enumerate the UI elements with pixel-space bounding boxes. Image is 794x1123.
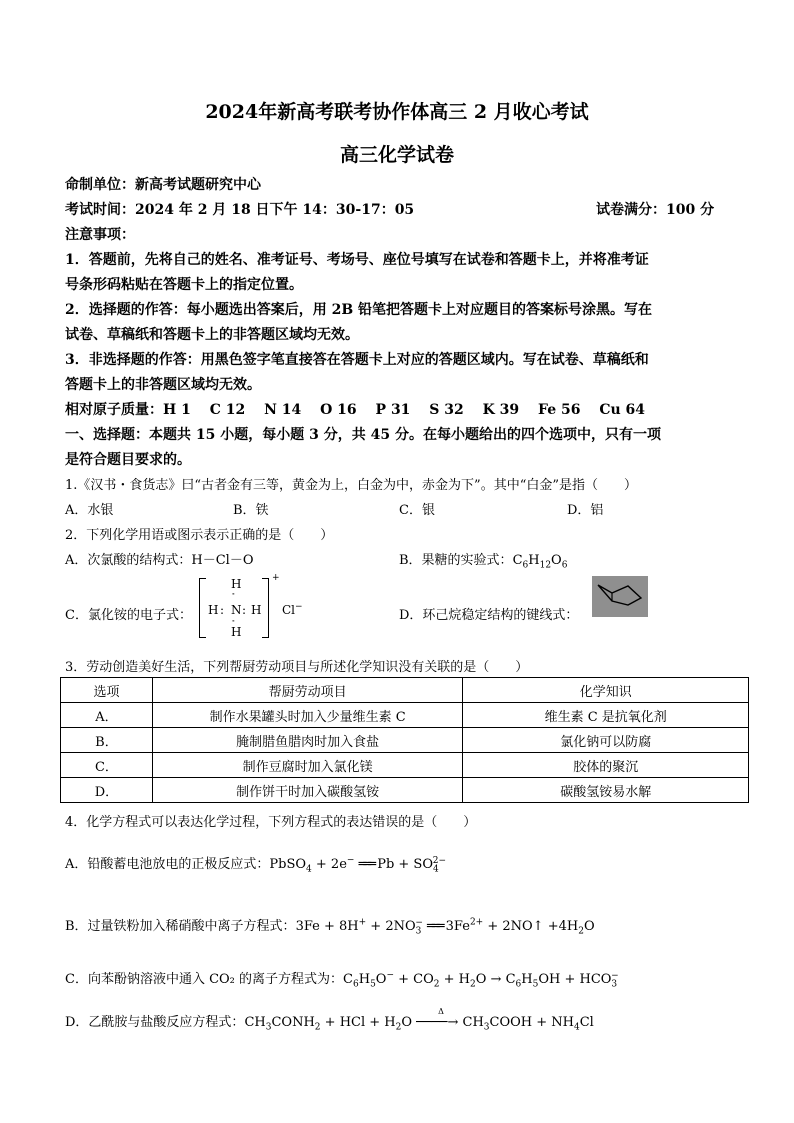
table-header-row (61, 678, 749, 703)
notes-title: 注意事项： (65, 227, 135, 243)
cation-charge: + (272, 573, 280, 583)
equation-b: $3Fe + 8H^+ + 2NO_3^-$ ═══ $3Fe^{2+}$ + 2NO↑ $+4H_2O$ (295, 917, 595, 937)
q1-option-d: D．铝 (567, 503, 604, 518)
row-labor-item: 制作豆腐时加入氯化镁 (152, 753, 463, 778)
q4-option-d (65, 1007, 594, 1033)
q4-option-b-label: B．过量铁粉加入稀硝酸中离子方程式： (65, 919, 296, 934)
right-bracket (262, 578, 269, 638)
q3-stem: 3．劳动创造美好生活，下列帮厨劳动项目与所述化学知识没有关联的是（ ） (65, 660, 529, 675)
h-atom-bottom: H (231, 625, 242, 639)
chloride-ion: Cl− (282, 602, 303, 617)
row-knowledge: 胶体的聚沉 (463, 753, 749, 778)
note-1-line-2: 号条形码粘贴在答题卡上的指定位置。 (65, 277, 303, 293)
header-labor-item: 帮厨劳动项目 (152, 678, 463, 703)
full-score: 试卷满分：100 分 (596, 202, 715, 218)
row-knowledge: 维生素 C 是抗氧化剂 (463, 703, 749, 728)
q4-option-a-label: A．铅酸蓄电池放电的正极反应式： (65, 857, 270, 872)
q2-option-c-label: C．氯化铵的电子式： (65, 608, 192, 623)
author-unit: 命制单位：新高考试题研究中心 (65, 177, 261, 193)
electron-pair-left: : (220, 603, 225, 617)
n-atom: N (231, 603, 242, 617)
left-bracket (199, 578, 206, 638)
note-2-line-2: 试卷、草稿纸和答题卡上的非答题区域均无效。 (65, 327, 359, 343)
row-labor-item: 腌制腊鱼腊肉时加入食盐 (152, 728, 463, 753)
q2-option-b (399, 549, 568, 571)
q3-table (60, 677, 749, 803)
table-row (61, 778, 749, 803)
equation-a: PbSO$_4$ + 2e− ═══ $Pb + SO_4^{2-}$ (269, 855, 446, 875)
q4-option-d-label: D．乙酰胺与盐酸反应方程式： (65, 1015, 245, 1030)
q4-option-c (65, 968, 619, 990)
row-option: C． (61, 753, 153, 778)
note-3-line-1: 3．非选择题的作答：用黑色签字笔直接答在答题卡上对应的答题区域内。写在试卷、草稿纸和 (65, 352, 649, 368)
q1-option-b: B．铁 (233, 503, 269, 518)
h-atom-right: H (251, 603, 262, 617)
q2-option-b-label: B．果糖的实验式： (399, 553, 513, 568)
row-knowledge: 氯化钠可以防腐 (463, 728, 749, 753)
q4-option-b (65, 915, 595, 937)
q1-stem: 1.《汉书・食货志》曰“古者金有三等，黄金为上，白金为中，赤金为下”。其中“白金”是指（ ） (65, 478, 637, 493)
exam-subtitle: 高三化学试卷 (339, 144, 454, 166)
row-option: B． (61, 728, 153, 753)
row-labor-item: 制作水果罐头时加入少量维生素 C (152, 703, 463, 728)
q4-option-a (65, 853, 446, 875)
table-row (61, 728, 749, 753)
exam-title: 2024年新高考联考协作体高三 2 月收心考试 (205, 101, 589, 123)
electron-pair-top: ꞏꞏ (232, 591, 234, 598)
q2-option-a: A．次氯酸的结构式：H－Cl－O (65, 553, 254, 568)
row-option: A． (61, 703, 153, 728)
electron-pair-bottom: ꞏꞏ (232, 618, 234, 625)
row-knowledge: 碳酸氢铵易水解 (463, 778, 749, 803)
table-row (61, 753, 749, 778)
q4-stem: 4．化学方程式可以表达化学过程，下列方程式的表达错误的是（ ） (65, 815, 477, 830)
note-3-line-2: 答题卡上的非答题区域均无效。 (65, 377, 261, 393)
fructose-formula: $C_6H_{12}O_6$ (512, 553, 568, 571)
atomic-mass-list: 相对原子质量：H 1 C 12 N 14 O 16 P 31 S 32 K 39 Fe 56 Cu 64 (65, 402, 646, 418)
note-2-line-1: 2．选择题的作答：每小题选出答案后，用 2B 铅笔把答题卡上对应题目的答案标号涂黑。写在 (65, 302, 653, 318)
q2-option-d-label: D．环己烷稳定结构的键线式： (399, 608, 579, 623)
row-labor-item: 制作饼干时加入碳酸氢铵 (152, 778, 463, 803)
q1-option-c: C．银 (399, 503, 435, 518)
electron-pair-right: : (242, 603, 247, 617)
q1-option-a: A．水银 (65, 503, 114, 518)
section-1-instructions-line-1: 一、选择题：本题共 15 小题，每小题 3 分，共 45 分。在每小题给出的四个选项中，只有一项 (65, 427, 661, 443)
cyclohexane-chair-image (592, 576, 648, 617)
h-atom-top: H (231, 577, 242, 591)
row-option: D． (61, 778, 153, 803)
h-atom-left: H (208, 603, 219, 617)
q4-option-c-label: C．向苯酚钠溶液中通入 CO₂ 的离子方程式为： (65, 972, 344, 987)
header-option: 选项 (61, 678, 153, 703)
section-1-instructions-line-2: 是符合题目要求的。 (65, 452, 191, 468)
table-row (61, 703, 749, 728)
exam-time: 考试时间：2024 年 2 月 18 日下午 14：30-17：05 (65, 202, 415, 218)
q2-stem: 2．下列化学用语或图示表示正确的是（ ） (65, 528, 334, 543)
equation-d: $CH_3CONH_2$ + HCl + $H_2O$ Δ ────→ $CH_3COOH + NH_4Cl$ (244, 1007, 594, 1033)
equation-c: $C_6H_5O^- + CO_2 + H_2O \to C_6H_5OH + HCO_3^-$ (343, 970, 619, 990)
note-1-line-1: 1．答题前，先将自己的姓名、准考证号、考场号、座位号填写在试卷和答题卡上，并将准考证 (65, 252, 649, 268)
header-chemistry-knowledge: 化学知识 (463, 678, 749, 703)
